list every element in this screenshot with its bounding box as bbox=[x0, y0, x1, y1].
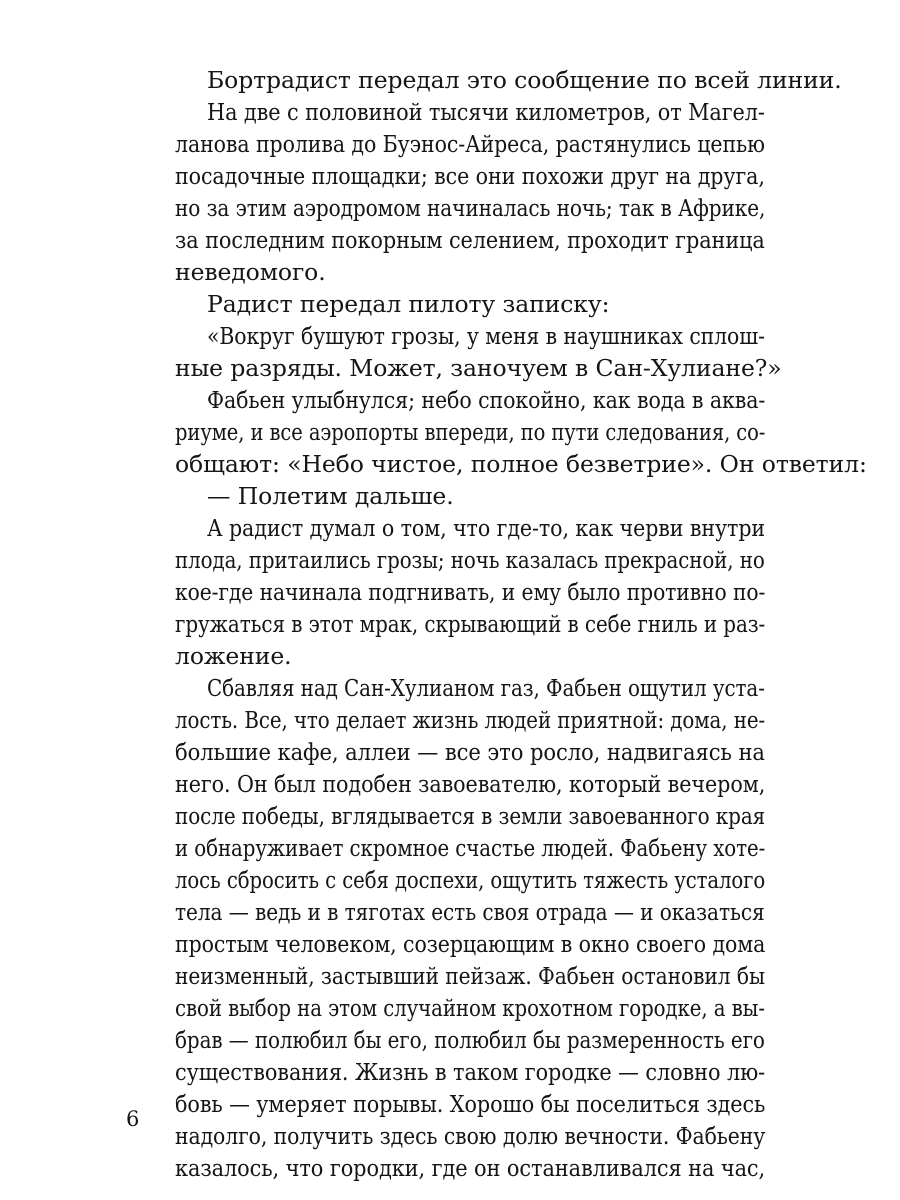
text-line: бовь — умеряет порывы. Хорошо бы поселиться здесь bbox=[175, 1090, 766, 1118]
text-line: кое-где начинала подгнивать, и ему было противно по- bbox=[175, 578, 766, 606]
text-line: Радист передал пилоту записку: bbox=[207, 290, 610, 318]
text-line: существования. Жизнь в таком городке — словно лю- bbox=[175, 1058, 766, 1086]
text-line: и обнаруживает скромное счастье людей. Фабьену хоте- bbox=[175, 834, 766, 862]
text-line: посадочные площадки; все они похожи друг на друга, bbox=[175, 162, 765, 190]
text-line: неизменный, застывший пейзаж. Фабьен остановил бы bbox=[175, 962, 765, 990]
text-line: простым человеком, созерцающим в окно своего дома bbox=[175, 930, 766, 958]
text-line: ные разряды. Может, заночуем в Сан-Хулиане?» bbox=[175, 354, 782, 382]
text-line: На две с половиной тысячи километров, от Магел- bbox=[207, 98, 765, 126]
text-line: — Полетим дальше. bbox=[207, 482, 454, 510]
text-line: Сбавляя над Сан-Хулианом газ, Фабьен ощутил уста- bbox=[207, 674, 765, 702]
text-line: него. Он был подобен завоевателю, который вечером, bbox=[175, 770, 766, 798]
text-line: лось сбросить с себя доспехи, ощутить тяжесть усталого bbox=[175, 866, 766, 894]
text-line: за последним покорным селением, проходит граница bbox=[175, 226, 765, 254]
text-line: лость. Все, что делает жизнь людей приятной: дома, не- bbox=[175, 706, 766, 734]
page-number: 6 bbox=[126, 1107, 140, 1131]
text-line: большие кафе, аллеи — все это росло, надвигаясь на bbox=[175, 738, 765, 766]
text-line: Фабьен улыбнулся; небо спокойно, как вода в аква- bbox=[207, 386, 766, 414]
text-line: гружаться в этот мрак, скрывающий в себе гниль и раз- bbox=[175, 610, 766, 638]
text-line: Бортрадист передал это сообщение по всей линии. bbox=[207, 66, 842, 94]
text-line: А радист думал о том, что где-то, как черви внутри bbox=[207, 514, 766, 542]
text-line: казалось, что городки, где он останавливался на час, bbox=[175, 1154, 766, 1182]
text-line: надолго, получить здесь свою долю вечности. Фабьену bbox=[175, 1122, 766, 1150]
text-line: ложение. bbox=[175, 642, 292, 670]
text-line: общают: «Небо чистое, полное безветрие». Он ответил: bbox=[175, 450, 867, 478]
text-line: тела — ведь и в тяготах есть своя отрада — и оказаться bbox=[175, 898, 765, 926]
text-line: «Вокруг бушуют грозы, у меня в наушниках сплош- bbox=[207, 322, 765, 350]
text-line: после победы, вглядывается в земли завоеванного края bbox=[175, 802, 766, 830]
text-line: но за этим аэродромом начиналась ночь; так в Африке, bbox=[175, 194, 766, 222]
text-line: риуме, и все аэропорты впереди, по пути следования, со- bbox=[175, 418, 766, 446]
text-line: плода, притаились грозы; ночь казалась прекрасной, но bbox=[175, 546, 765, 574]
text-line: брав — полюбил бы его, полюбил бы размеренность его bbox=[175, 1026, 765, 1054]
text-line: ланова пролива до Буэнос-Айреса, растянулись цепью bbox=[175, 130, 765, 158]
text-line: свой выбор на этом случайном крохотном городке, а вы- bbox=[175, 994, 765, 1022]
text-line: неведомого. bbox=[175, 258, 326, 286]
